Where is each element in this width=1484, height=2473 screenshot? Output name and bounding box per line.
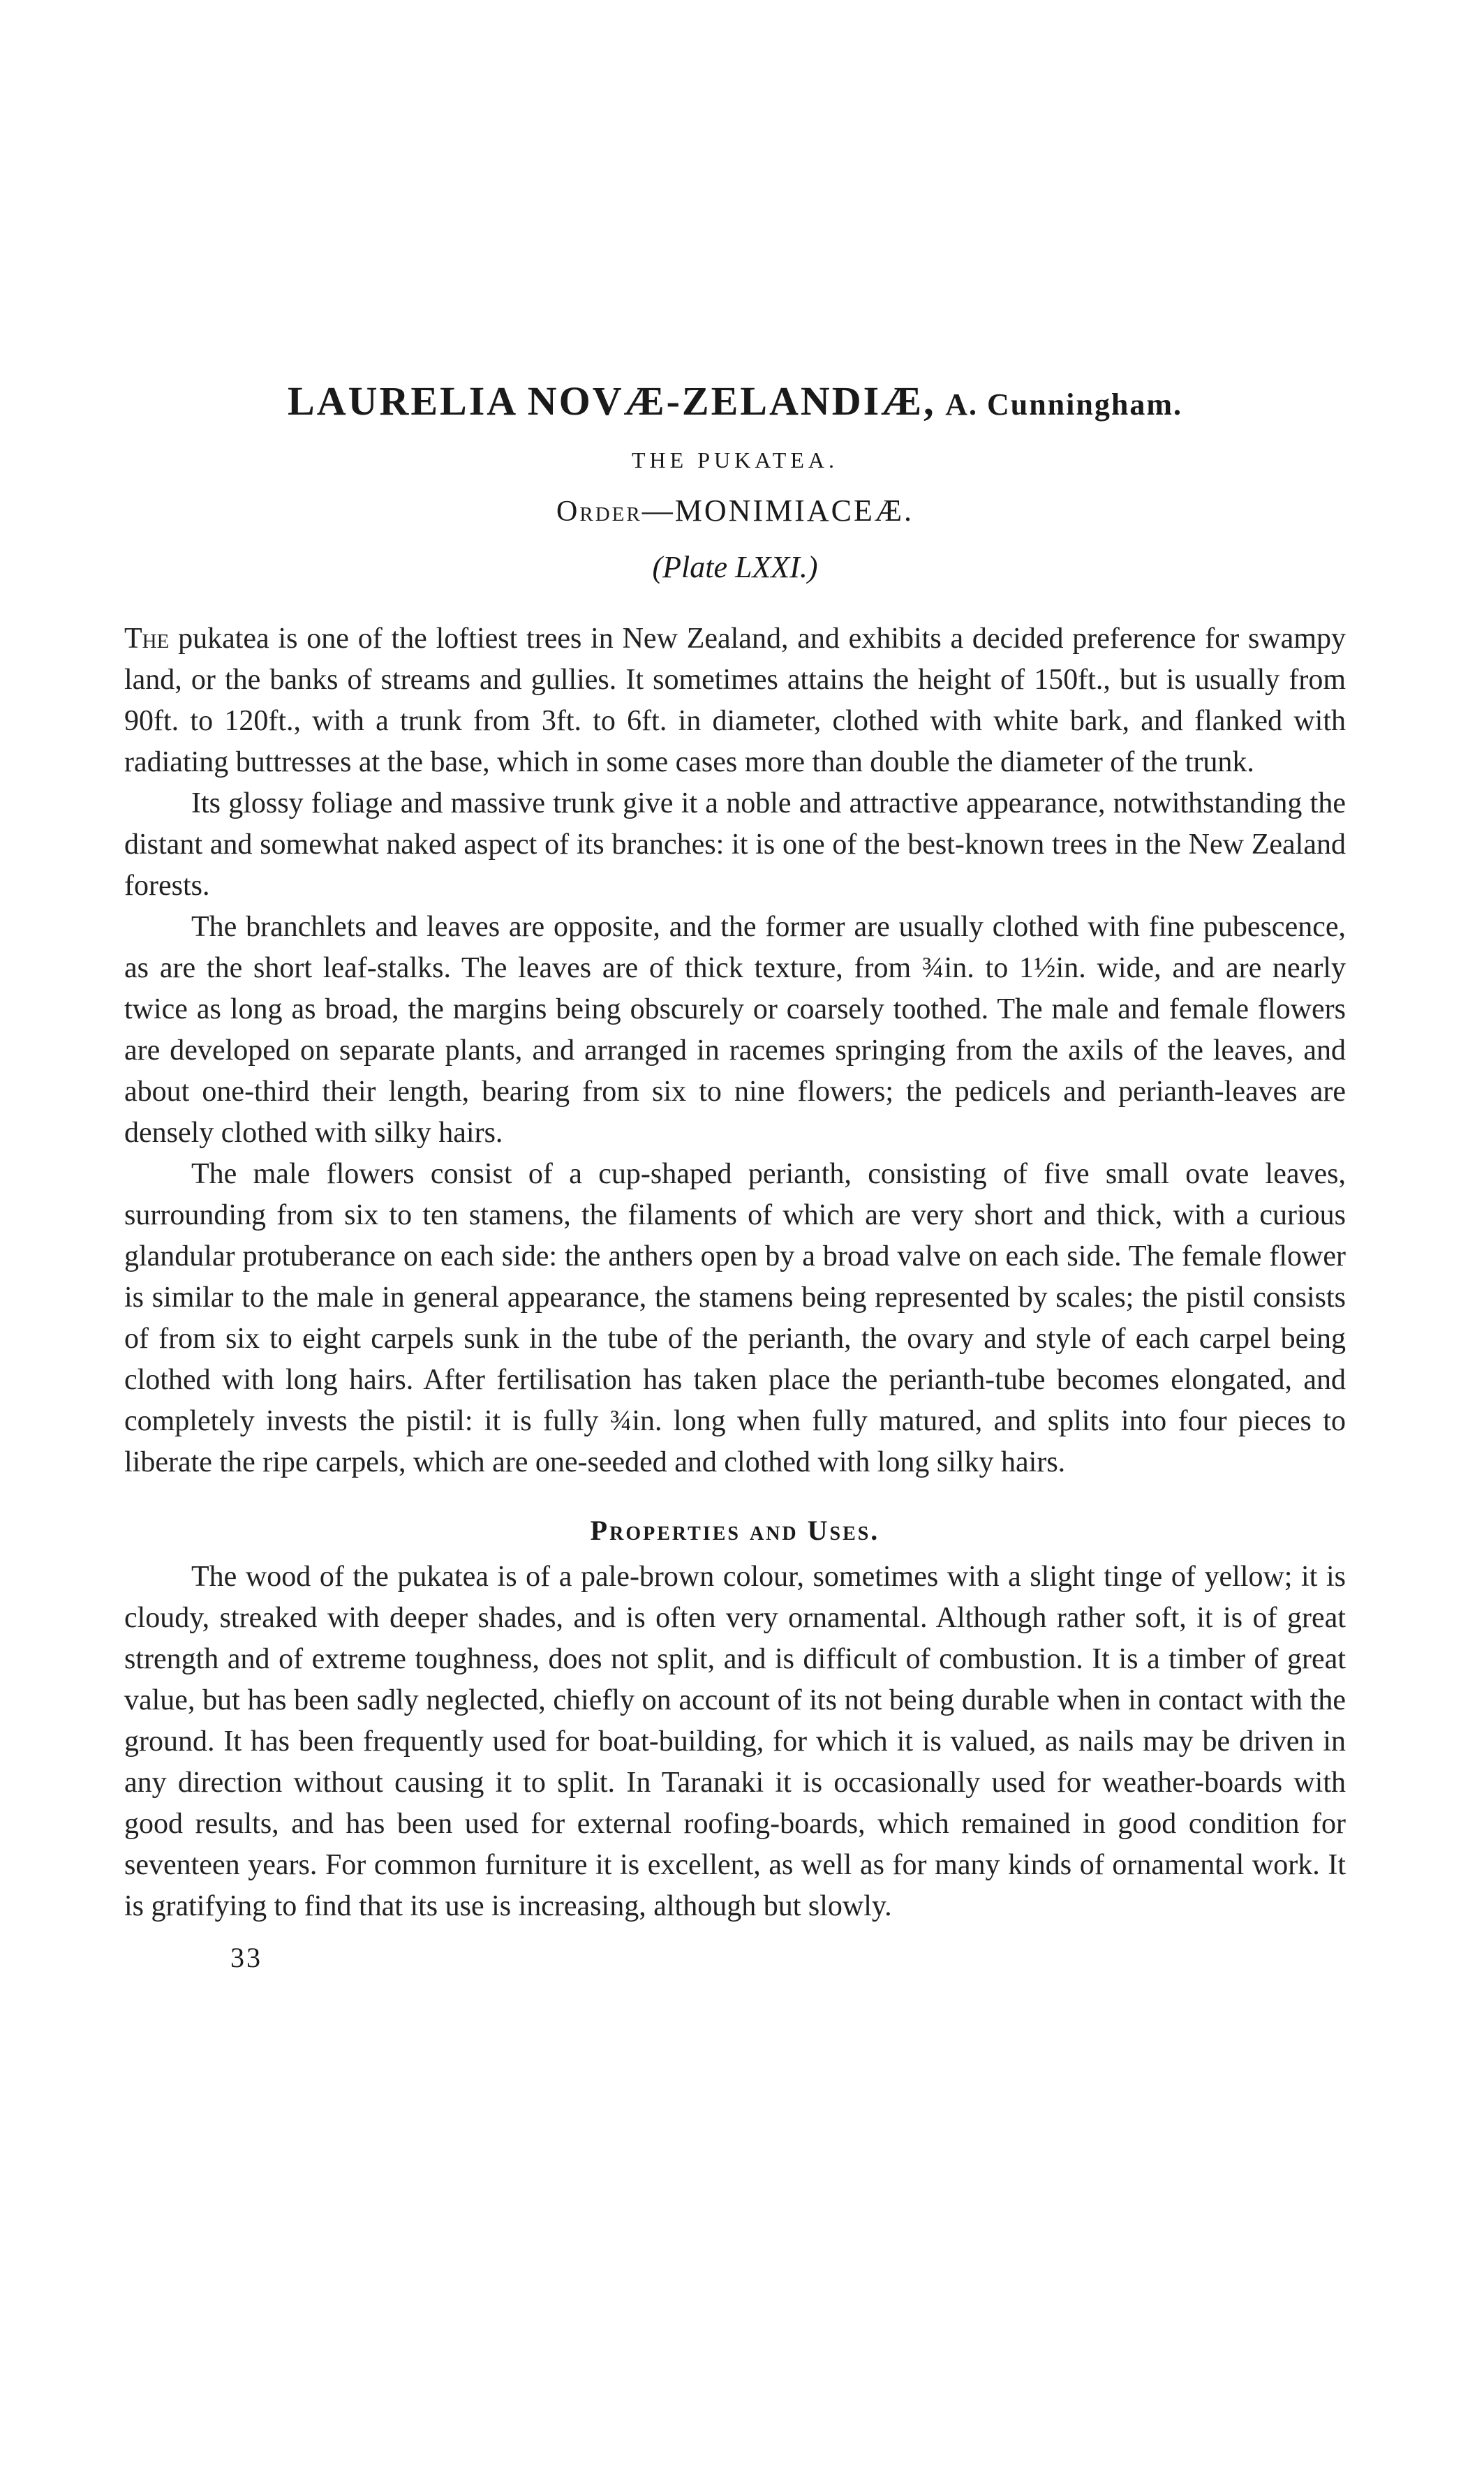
document-page (124, 377, 1346, 1974)
paragraph-intro (124, 618, 1346, 783)
order-separator: — (641, 493, 675, 528)
order-label: Order (556, 496, 642, 528)
paragraph-properties: The wood of the pukatea is of a pale-brown colour, sometimes with a slight tinge of yellow; it is cloudy, streaked with deeper shades, and is often very ornamental. Although rather soft, it is of great strength and of extreme toughness, does not split, and is difficult of combustion. It is a timber of great value, but has been sadly neglected, chiefly on account of its not being durable when in contact with the ground. It has been frequently used for boat-building, for which it is valued, as nails may be driven in any direction without causing it to split. In Taranaki it is occasionally used for weather-boards with good results, and has been used for external roofing-boards, which remained in good condition for seventeen years. For common furniture it is excellent, as well as for many kinds of ornamental work. It is gratifying to find that its use is increasing, although but slowly. (124, 1561, 1346, 1922)
species-title (124, 377, 1346, 429)
paragraph-leaves: The branchlets and leaves are opposite, and the former are usually clothed with fine pubescence, as are the short leaf-stalks. The leaves are of thick texture, from ¾in. to 1½in. wide, and are nearly twice as long as broad, the margins being obscurely or coarsely toothed. The male and female flowers are developed on separate plants, and arranged in racemes springing from the axils of the leaves, and about one-third their length, bearing from six to nine flowers; the pedicels and perianth-leaves are densely clothed with silky hairs. (124, 911, 1346, 1149)
order-line (124, 493, 1346, 528)
species-epithet: NOVÆ-ZELANDIÆ, (527, 378, 936, 424)
paragraph-flowers: The male flowers consist of a cup-shaped perianth, consisting of five small ovate leaves, surrounding from six to ten stamens, the filaments of which are very short and thick, with a curious glandular protuberance on each side: the anthers open by a broad valve on each side. The female flower is similar to the male in general appearance, the stamens being represented by scales; the pistil consists of from six to eight carpels sunk in the tube of the perianth, the ovary and style of each carpel being clothed with long hairs. After fertilisation has taken place the perianth-tube becomes elongated, and completely invests the pistil: it is fully ¾in. long when fully matured, and splits into four pieces to liberate the ripe carpels, which are one-seeded and clothed with long silky hairs. (124, 1158, 1346, 1478)
common-name: THE PUKATEA. (632, 447, 838, 473)
paragraph-text: pukatea is one of the loftiest trees in New Zealand, and exhibits a decided preference for swampy land, or the banks of streams and gullies. It sometimes attains the height of 150ft., but is usually from 90ft. to 120ft., with a trunk from 3ft. to 6ft. in diameter, clothed with white bark, and flanked with radiating buttresses at the base, which in some cases more than double the diameter of the trunk. (124, 623, 1346, 778)
order-name: MONIMIACEÆ. (674, 493, 914, 528)
plate-reference: (Plate LXXI.) (652, 550, 818, 584)
author-citation: A. Cunningham. (945, 387, 1182, 422)
paragraph-foliage: Its glossy foliage and massive trunk give it a noble and attractive appearance, notwithstanding the distant and somewhat naked aspect of its branches: it is one of the best-known trees in the New Zealand forests. (124, 787, 1346, 902)
genus-name: LAURELIA (288, 378, 519, 424)
page-number: 33 (230, 1942, 262, 1973)
section-heading-properties: Properties and Uses. (590, 1515, 880, 1546)
body-text (124, 618, 1346, 1927)
paragraph-lead-word: The (124, 623, 170, 655)
